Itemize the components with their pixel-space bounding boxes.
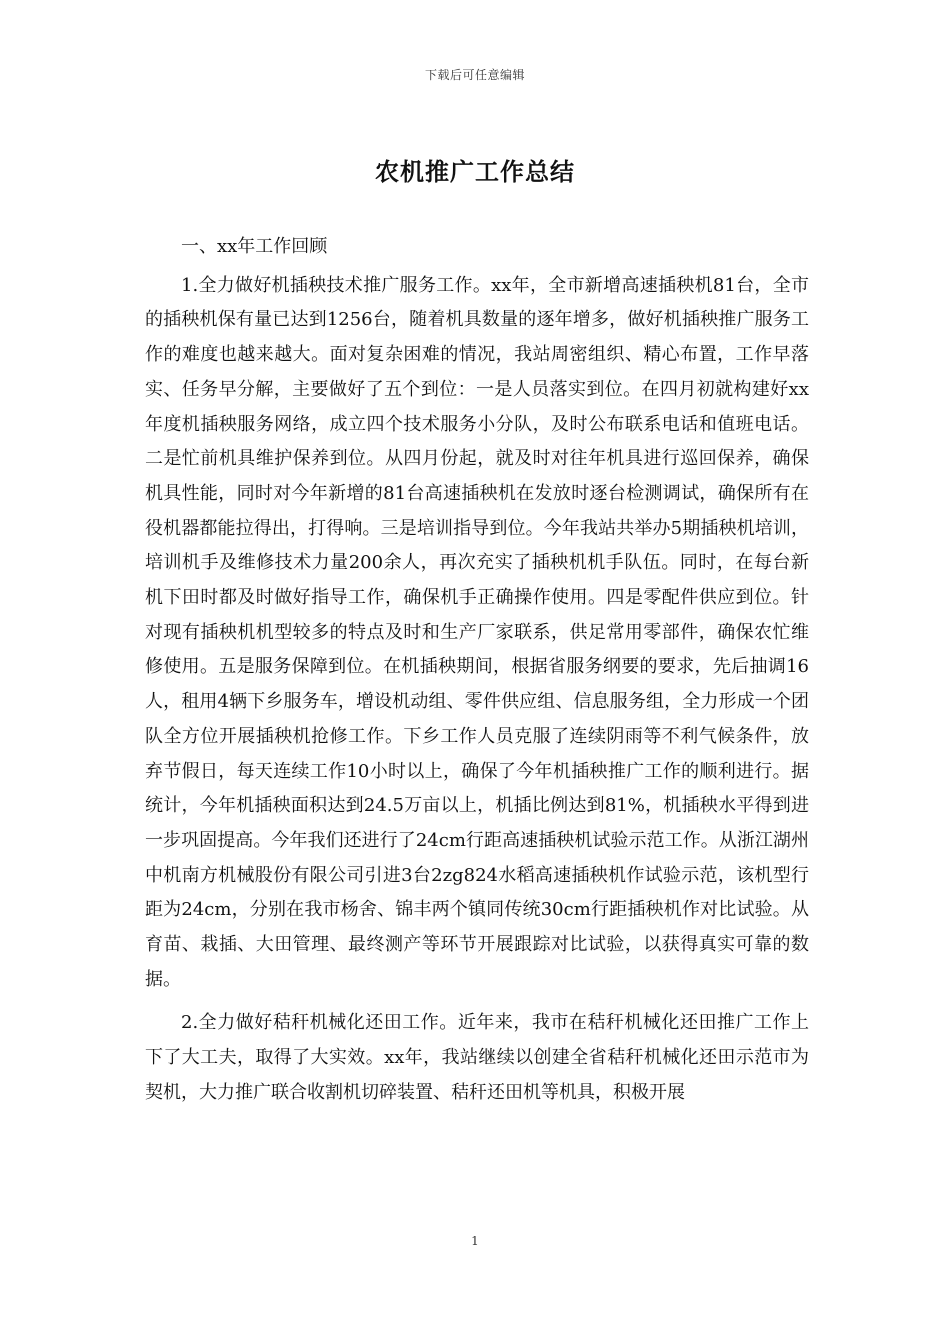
document-title: 农机推广工作总结 xyxy=(375,157,575,186)
page-number: 1 xyxy=(471,1234,479,1248)
document-body xyxy=(145,230,809,1111)
header-note: 下载后可任意编辑 xyxy=(424,68,525,82)
section-heading: 一、xx年工作回顾 xyxy=(181,236,328,257)
paragraph-straw-returning: 2.全力做好秸秆机械化还田工作。近年来，我市在秸秆机械化还田推广工作上下了大工夫，取得了大实效。xx年，我站继续以创建全省秸秆机械化还田示范市为契机，大力推广联合收割机切碎装置、秸秆还田机等机具，积极开展 xyxy=(145,1012,809,1103)
paragraph-transplanting: 1.全力做好机插秧技术推广服务工作。xx年，全市新增高速插秧机81台，全市的插秧机保有量已达到1256台，随着机具数量的逐年增多，做好机插秧推广服务工作的难度也越来越大。面对复杂困难的情况，我站周密组织、精心布置，工作早落实、任务早分解，主要做好了五个到位：一是人员落实到位。在四月初就构建好xx年度机插秧服务网络，成立四个技术服务小分队，及时公布联系电话和值班电话。二是忙前机具维护保养到位。从四月份起，就及时对往年机具进行巡回保养，确保机具性能，同时对今年新增的81台高速插秧机在发放时逐台检测调试，确保所有在役机器都能拉得出，打得响。三是培训指导到位。今年我站共举办5期插秧机培训，培训机手及维修技术力量200余人，再次充实了插秧机机手队伍。同时，在每台新机下田时都及时做好指导工作，确保机手正确操作使用。四是零配件供应到位。针对现有插秧机机型较多的特点及时和生产厂家联系，供足常用零部件，确保农忙维修使用。五是服务保障到位。在机插秧期间，根据省服务纲要的要求，先后抽调16人，租用4辆下乡服务车，增设机动组、零件供应组、信息服务组，全力形成一个团队全方位开展插秧机抢修工作。下乡工作人员克服了连续阴雨等不利气候条件，放弃节假日，每天连续工作10小时以上，确保了今年机插秧推广工作的顺利进行。据统计，今年机插秧面积达到24.5万亩以上，机插比例达到81%，机插秧水平得到进一步巩固提高。今年我们还进行了24cm行距高速插秧机试验示范工作。从浙江湖州中机南方机械股份有限公司引进3台2zg824水稻高速插秧机作试验示范，该机型行距为24cm，分别在我市杨舍、锦丰两个镇同传统30cm行距插秧机作对比试验。从育苗、栽插、大田管理、最终测产等环节开展跟踪对比试验，以获得真实可靠的数据。 xyxy=(145,274,809,990)
